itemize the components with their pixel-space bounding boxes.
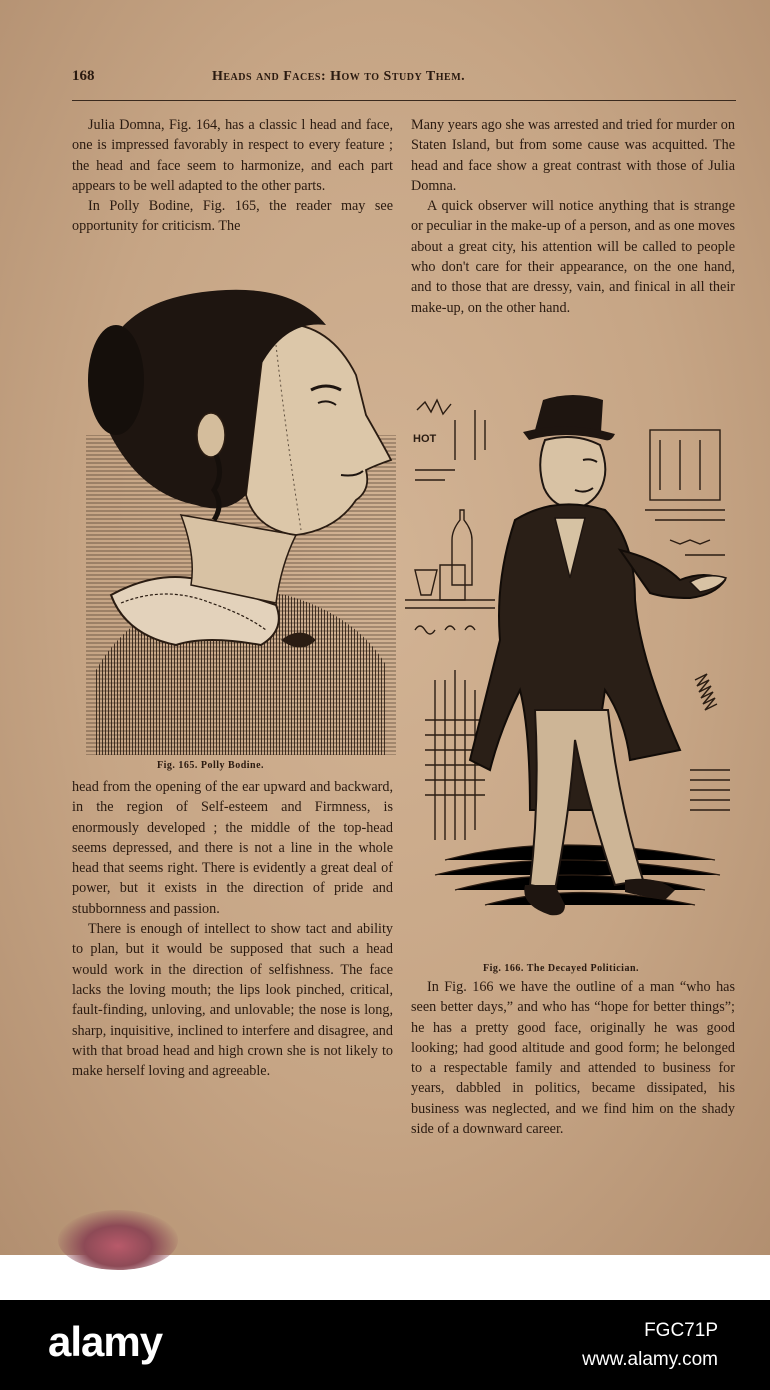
- paragraph: In Polly Bodine, Fig. 165, the reader may see opportunity for criticism. The: [72, 198, 393, 235]
- thumb-smudge: [58, 1210, 178, 1270]
- right-column-bottom: [411, 977, 735, 1139]
- page-number: 168: [72, 68, 95, 84]
- right-column-top: [411, 115, 735, 318]
- site-url: www.alamy.com: [582, 1349, 718, 1370]
- header-rule: [72, 100, 736, 101]
- polly-bodine-engraving: [86, 285, 396, 755]
- paragraph: Many years ago she was arrested and tried for murder on Staten Island, but from some cause was acquitted. The head and face show a great contrast with those of Julia Domna.: [411, 117, 735, 194]
- decayed-politician-illustration: [405, 390, 740, 950]
- page-header: [72, 68, 736, 94]
- paragraph: head from the opening of the ear upward and backward, in the region of Self-esteem and Firmness, is enormously developed ; the middle of the top-head seems depressed, and there is not a line in the whole head that seems right. There is evidently a great deal of power, but it exists in the direction of pride and stubbornness and passion.: [72, 779, 393, 917]
- left-column-top: [72, 115, 393, 237]
- paragraph: There is enough of intellect to show tact and ability to plan, but it would be supposed that such a head would work in the direction of selfishness. The face lacks the loving mouth; the lips look pinched, critical, fault-finding, unloving, and unlovable; the nose is long, sharp, inquisitive, inclined to interfere and disagree, and with that broad head and high crown she is not likely to make herself loving and agreeable.: [72, 921, 393, 1080]
- paragraph: Julia Domna, Fig. 164, has a classic l head and face, one is impressed favorably in respect to every feature ; the head and face seem to harmonize, and each part appears to be well adapted to the other parts.: [72, 117, 393, 194]
- hot-sign-text: HOT: [413, 433, 437, 445]
- paragraph: A quick observer will notice anything that is strange or peculiar in the make-up of a person, and as one moves about a great city, his attention will be called to people who don't care for their appearance, on the one hand, and to those that are dressy, vain, and finical in all their make-up, on the other hand.: [411, 198, 735, 316]
- paragraph: In Fig. 166 we have the outline of a man “who has seen better days,” and who has “hope for better things”; he has a pretty good face, originally he was good looking; had good altitude and good form; he belonged to a respectable family and attended to business for years, dabbled in politics, became dissipated, his business was neglected, and we find him on the shady side of a downward career.: [411, 979, 735, 1138]
- running-head: Heads and Faces: How to Study Them.: [212, 69, 466, 84]
- left-column-bottom: [72, 777, 393, 1081]
- image-code: FGC71P: [644, 1320, 718, 1341]
- figure-166-caption: Fig. 166. The Decayed Politician.: [483, 963, 640, 974]
- alamy-logo: alamy: [48, 1318, 163, 1365]
- figure-165-caption: Fig. 165. Polly Bodine.: [157, 760, 265, 771]
